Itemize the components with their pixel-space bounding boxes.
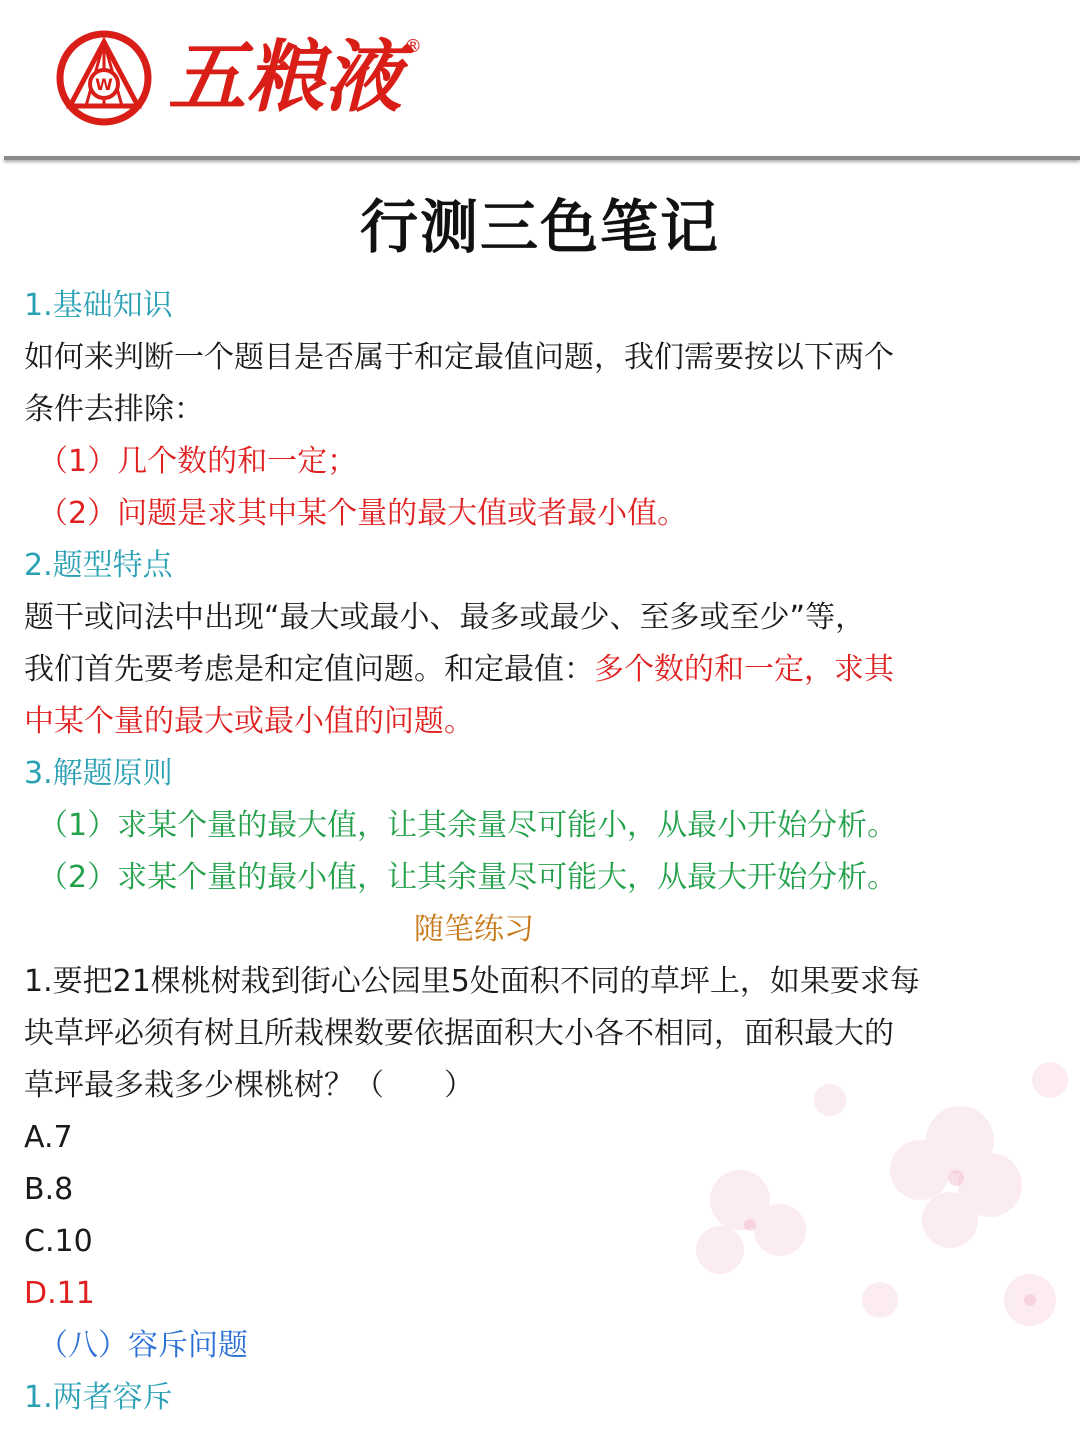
option-d-answer: D.11: [24, 1276, 95, 1311]
header: [0, 0, 1080, 158]
section-heading-principles: 3.解题原则: [24, 756, 173, 791]
svg-text:W: W: [95, 75, 113, 94]
header-divider: [4, 156, 1080, 160]
svg-text:®: ®: [404, 36, 422, 57]
page-title: 行测三色笔记: [359, 193, 720, 261]
question-line-2: 块草坪必须有树且所栽棵数要依据面积大小各不相同，面积最大的: [24, 1016, 894, 1051]
section-heading-basics: 1.基础知识: [24, 288, 173, 323]
features-text-1: 题干或问法中出现“最大或最小、最多或最少、至多或至少”等，: [24, 600, 866, 635]
features-highlight: 多个数的和一定，求其: [594, 652, 894, 687]
option-b: B.8: [24, 1172, 74, 1207]
section-heading-inclusion-exclusion: （八）容斥问题: [38, 1328, 248, 1363]
principle-1: （1）求某个量的最大值，让其余量尽可能小，从最小开始分析。: [38, 808, 898, 843]
question-line-1: 1.要把21棵桃树栽到街心公园里5处面积不同的草坪上，如果要求每: [24, 964, 920, 999]
notes-content: [24, 280, 1064, 1424]
basics-text-1: 如何来判断一个题目是否属于和定最值问题，我们需要按以下两个: [24, 340, 894, 375]
section-heading-features: 2.题型特点: [24, 548, 173, 583]
condition-1: （1）几个数的和一定；: [38, 444, 358, 479]
features-text-2a: 我们首先要考虑是和定值问题。和定最值：: [24, 652, 594, 687]
subsection-two-set: 1.两者容斥: [24, 1380, 173, 1415]
features-text-3: 中某个量的最大或最小值的问题。: [24, 704, 474, 739]
brand-logo-icon: [54, 28, 154, 128]
basics-text-2: 条件去排除：: [24, 392, 204, 427]
features-text-2: [24, 644, 1064, 696]
option-a: A.7: [24, 1120, 73, 1155]
question-line-3: 草坪最多栽多少棵桃树？（ ）: [24, 1068, 474, 1103]
practice-tag: 随笔练习: [414, 912, 534, 947]
principle-2: （2）求某个量的最小值，让其余量尽可能大，从最大开始分析。: [38, 860, 898, 895]
svg-text:五粮液: 五粮液: [168, 33, 403, 120]
brand-wordmark: [168, 30, 438, 120]
option-c: C.10: [24, 1224, 93, 1259]
condition-2: （2）问题是求其中某个量的最大值或者最小值。: [38, 496, 688, 531]
